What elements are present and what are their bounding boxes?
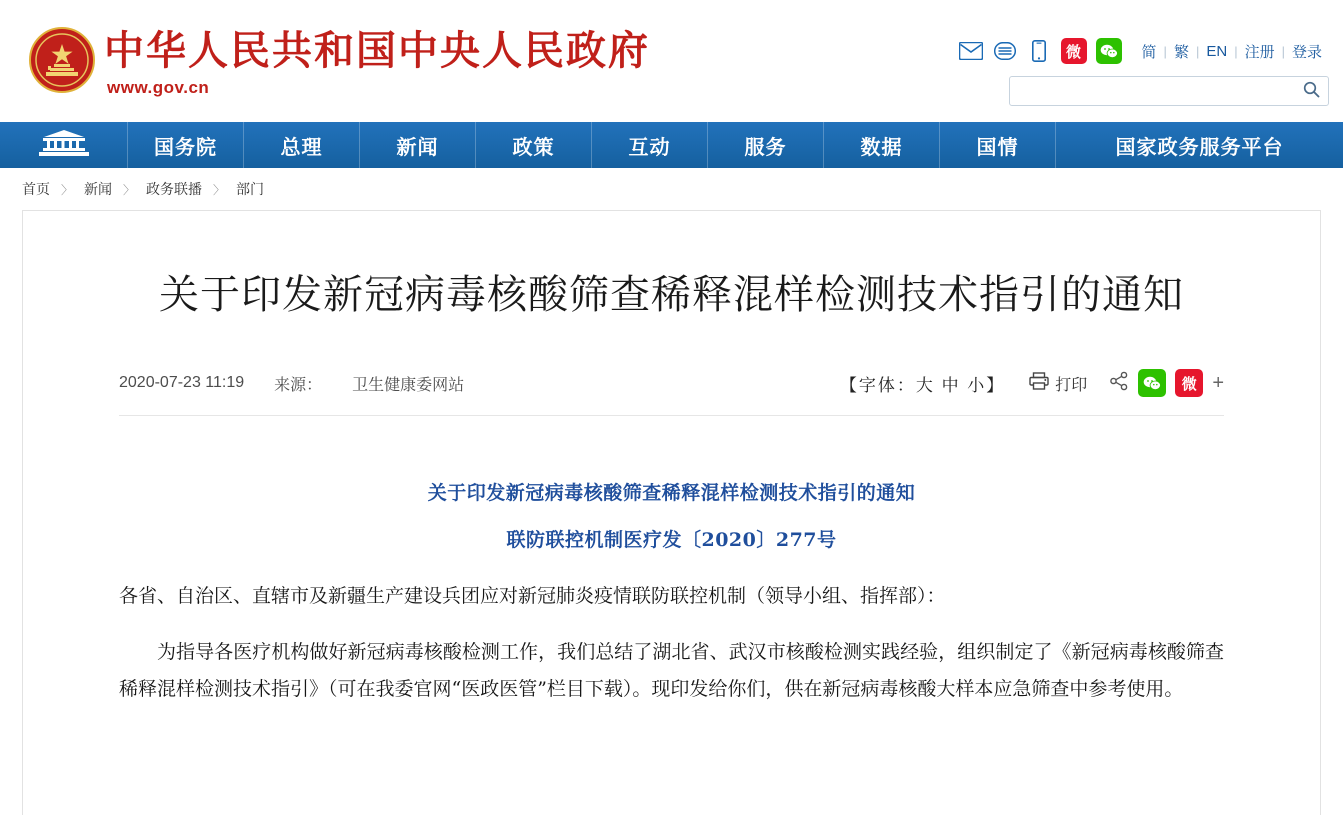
breadcrumb-arrow-1: 〉: [61, 182, 74, 197]
document-paragraph-1: 为指导各医疗机构做好新冠病毒核酸检测工作，我们总结了湖北省、武汉市核酸检测实践经验，组织制定了《新冠病毒核酸筛查稀释混样检测技术指引》（可在我委官网“医政医管”栏目下载）。现印发给你们，供在新冠病毒核酸大样本应急筛查中参考使用。: [119, 641, 1224, 700]
page-title: 关于印发新冠病毒核酸筛查稀释混样检测技术指引的通知: [159, 272, 1184, 318]
printer-icon: [1029, 372, 1049, 395]
search-box[interactable]: [1009, 76, 1329, 106]
nav-item-guoqing[interactable]: 国情: [940, 122, 1056, 168]
site-title: 中华人民共和国中央人民政府: [104, 27, 650, 74]
lang-link-english[interactable]: EN: [1206, 42, 1228, 60]
document-number: 联防联控机制医疗发〔2020〕277号: [506, 529, 837, 551]
share-wechat-icon[interactable]: [1138, 369, 1166, 397]
print-button[interactable]: [1029, 372, 1087, 395]
print-label: 打印: [1055, 376, 1088, 394]
link-separator-4: |: [1281, 43, 1285, 59]
link-separator-2: |: [1195, 43, 1200, 59]
nav-item-zhengce[interactable]: 政策: [476, 122, 592, 168]
search-input[interactable]: [1010, 77, 1294, 105]
font-size-control[interactable]: 【字体：大 中 小】: [839, 375, 1006, 395]
main-navigation: [0, 122, 1343, 168]
share-more-button[interactable]: +: [1212, 371, 1224, 394]
breadcrumb-arrow-2: 〉: [123, 182, 136, 197]
nav-item-service-platform[interactable]: 国家政务服务平台: [1115, 134, 1284, 159]
article-meta: [119, 369, 1224, 416]
weibo-icon[interactable]: 微: [1061, 38, 1087, 64]
login-link[interactable]: 登录: [1291, 43, 1322, 61]
share-weibo-icon[interactable]: 微: [1175, 369, 1203, 397]
nav-item-hudong[interactable]: 互动: [592, 122, 708, 168]
lang-link-simplified[interactable]: 简: [1141, 43, 1157, 61]
breadcrumb-item-home[interactable]: 首页: [22, 181, 50, 197]
gov-building-icon: [37, 129, 91, 162]
nav-item-xinwen[interactable]: 新闻: [360, 122, 476, 168]
lang-link-traditional[interactable]: 繁: [1173, 43, 1189, 61]
search-button[interactable]: [1294, 77, 1328, 105]
nav-item-zongli[interactable]: 总理: [244, 122, 360, 168]
source-label: 来源：: [274, 376, 323, 394]
list-icon[interactable]: [993, 39, 1018, 64]
mobile-icon[interactable]: [1027, 39, 1052, 64]
register-link[interactable]: 注册: [1244, 43, 1275, 61]
header-utility-area: [909, 36, 1329, 106]
site-header: [0, 0, 1343, 122]
breadcrumb: [0, 168, 1343, 210]
site-url: www.gov.cn: [107, 78, 210, 97]
link-separator-1: |: [1163, 43, 1167, 59]
breadcrumb-arrow-3: 〉: [213, 182, 226, 197]
header-links: [1135, 41, 1329, 62]
site-logo[interactable]: [104, 28, 650, 98]
source-value[interactable]: 卫生健康委网站: [352, 376, 465, 394]
nav-item-shuju[interactable]: 数据: [824, 122, 940, 168]
share-bar: [1109, 369, 1224, 397]
article-container: [22, 210, 1321, 815]
nav-home[interactable]: [0, 122, 128, 168]
article-body: [119, 478, 1224, 708]
breadcrumb-item-news[interactable]: 新闻: [84, 181, 113, 197]
article: [23, 265, 1320, 708]
nav-item-fuwu[interactable]: 服务: [708, 122, 824, 168]
publish-date: 2020-07-23 11:19: [119, 374, 245, 391]
document-salutation: 各省、自治区、直辖市及新疆生产建设兵团应对新冠肺炎疫情联防联控机制（领导小组、指挥部）：: [119, 585, 946, 607]
breadcrumb-item-department[interactable]: 部门: [236, 181, 265, 197]
mail-icon[interactable]: [959, 39, 984, 64]
nav-item-guowuyuan[interactable]: 国务院: [128, 122, 244, 168]
breadcrumb-item-govbroadcast[interactable]: 政务联播: [146, 181, 203, 197]
link-separator-3: |: [1234, 43, 1238, 59]
wechat-icon[interactable]: [1096, 38, 1122, 64]
share-icon[interactable]: [1109, 371, 1129, 396]
document-title: 关于印发新冠病毒核酸筛查稀释混样检测技术指引的通知: [427, 482, 916, 504]
search-icon: [1303, 81, 1320, 101]
national-emblem-icon: [28, 26, 96, 94]
